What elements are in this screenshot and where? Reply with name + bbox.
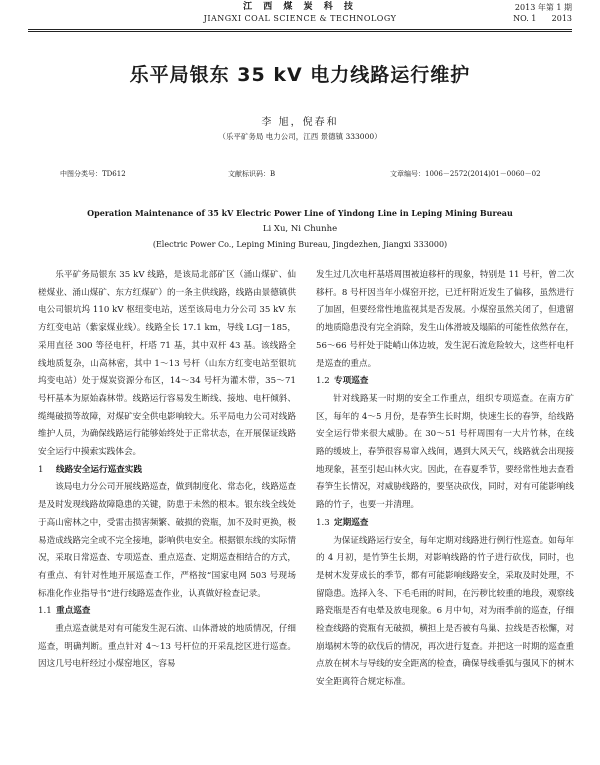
clc-number: 中图分类号：TD612: [60, 170, 126, 178]
paper-authors: 李 旭，倪春和: [261, 117, 339, 128]
journal-name-en: JIANGXI COAL SCIENCE & TECHNOLOGY: [203, 14, 397, 23]
english-authors: Li Xu, Ni Chunhe: [262, 224, 338, 234]
section-1-1-number: 1.1: [38, 606, 52, 617]
left-column: [38, 267, 296, 674]
section-1-2-title: 专项巡查: [334, 376, 369, 387]
paper-affiliation: （乐平矿务局 电力公司，江西 景德镇 333000）: [218, 132, 382, 141]
year-issue: 2013 年第 1 期: [514, 3, 572, 12]
section-1-1-paragraph: 重点巡查就是对有可能发生泥石流、山体滑坡的地质情况，仔细巡查，明确判断。重点针对 4～13 号杆位的开采乱挖区进行巡查。因这几号电杆经过小煤窑地区，容易: [38, 624, 296, 670]
issue-year: 2013: [551, 14, 572, 23]
section-1-2-heading: [316, 373, 574, 391]
section-1-2-paragraph: 针对线路某一时期的安全工作重点，组织专项巡查。在南方矿区，每年的 4～5 月份，是春笋生长时期，快速生长的春笋，给线路安全运行带来很大威胁。在 30～51 号杆周围有一大片竹林，在线路的缓坡上，春笋很容易窜入线间，遇到大风天气，线路就会出现接地现象，甚至引起山林火灾。因此，在春夏季节，要经常性地去查看春笋生长情况，对威胁线路的，要坚决砍伐，同时，对有可能影响线路的竹子，也要一并清理。: [316, 393, 574, 511]
right-column: [316, 267, 574, 692]
english-title: Operation Maintenance of 35 kV Electric Power Line of Yindong Line in Leping Mining Bureau: [87, 208, 513, 218]
section-1-heading: [38, 462, 296, 480]
header-rule-thin: [28, 31, 572, 32]
section-1-paragraph: 该局电力分公司开展线路巡查，做到制度化、常态化，线路巡查是及时发现线路故障隐患的关键，防患于未然的根本。银东线全线处于高山密林之中，受雷击损害频繁、破损的瓷瓶，加不及时更换，极易造成线路完全或不完全接地，影响供电安全。根据银东线的实际情况，采取日常巡查、专项巡查、重点巡查、定期巡查相结合的方式，有重点、有针对性地开展巡查工作，严格按“国家电网 503 号现场标准化作业指导书”进行线路巡查作业，认真做好检查记录。: [38, 482, 296, 599]
issue-number: [462, 13, 572, 24]
document-code: 文献标识码：B: [228, 170, 276, 178]
article-number: 文章编号：1006－2572(2014)01－0060－02: [390, 170, 541, 178]
paper-title: 乐平局银东 35 kV 电力线路运行维护: [129, 64, 471, 86]
section-1-3-heading: [316, 515, 574, 533]
section-1-2-number: 1.2: [316, 376, 330, 387]
section-1-title: 线路安全运行巡查实践: [56, 464, 142, 475]
section-1-3-number: 1.3: [316, 517, 330, 528]
section-1-1-title: 重点巡查: [56, 606, 91, 617]
intro-paragraph: 乐平矿务局银东 35 kV 线路，是该局北部矿区（涌山煤矿、仙槎煤业、涌山煤矿、东方红煤矿）的一条主供线路，线路由景德镇供电公司银坑坞 110 kV 枢纽变电站，送至该局电力分公司 35 kV 东方红变电站（紫家煤业线）。线路全长 17.1 km，导线 LGJ－185，采用直径 300 等径电杆，杆塔 71 基，其中双杆 43 基。该线路全线地质复杂，山高林密，其中 1～13 号杆（山东方红变电站至银坑坞变电站）处于煤炭资源分布区，14～34 号杆为灌木带，35～71 号杆基本为原始森林带。线路运行容易发生断线、接地、电杆倾斜、缆绳破损等故障，对煤矿安全供电影响较大。乐平局电力公司对线路维护人员，为确保线路运行能够始终处于正常状态，在开展保证线路安全运行中摸索实践体会。: [38, 270, 296, 458]
classification-line: [60, 169, 560, 181]
section-1-3-paragraph: 为保证线路运行安全，每年定期对线路进行例行性巡查。如每年的 4 月初，是竹笋生长期，对影响线路的竹子进行砍伐，同时，也是树木发芽成长的季节，都有可能影响线路安全，采取及时处理，不留隐患。选择入冬、下毛毛雨的时间，在污秽比较重的地段，观察线路瓷瓶是否有电晕及放电现象。6 月中旬，对为雨季前的巡查，仔细检查线路的瓷瓶有无破损，横担上是否被有鸟巢、拉线是否松懈，对崩塌树木等的砍伐后的情况，再次进行复查。并把这一时期的巡查重点放在树木与导线的安全距离的检查，确保导线垂弧与强风下的树木安全距离符合规定标准。: [316, 535, 574, 688]
running-header: [0, 2, 600, 30]
english-affiliation: (Electric Power Co., Leping Mining Bureau, Jingdezhen, Jiangxi 333000): [152, 240, 448, 249]
section-1-3-title: 定期巡查: [334, 517, 369, 528]
header-rule: [28, 29, 572, 30]
continued-paragraph: 发生过几次电杆基塔周围被迫移杆的现象，特别是 11 号杆，曾二次移杆。8 号杆因当年小煤窑开挖，已迁杆附近发生了偏移，虽然进行了加固，但要经常性地监视其是否发展。小煤窑虽然关闭了，但遗留的地质隐患没有完全消除，发生山体滑坡及塌陷的可能性依然存在，56～66 号杆处于陡峭山体边坡，发生泥石流危险较大，这些杆电杆是巡查的重点。: [316, 270, 574, 369]
journal-name-block: [180, 2, 420, 24]
issue-no-label: NO. 1: [513, 14, 537, 23]
issue-block: [462, 2, 572, 24]
section-1-1-heading: [38, 603, 296, 621]
section-1-number: 1: [38, 464, 44, 475]
journal-name-cn: 江 西 煤 炭 科 技: [243, 2, 357, 12]
